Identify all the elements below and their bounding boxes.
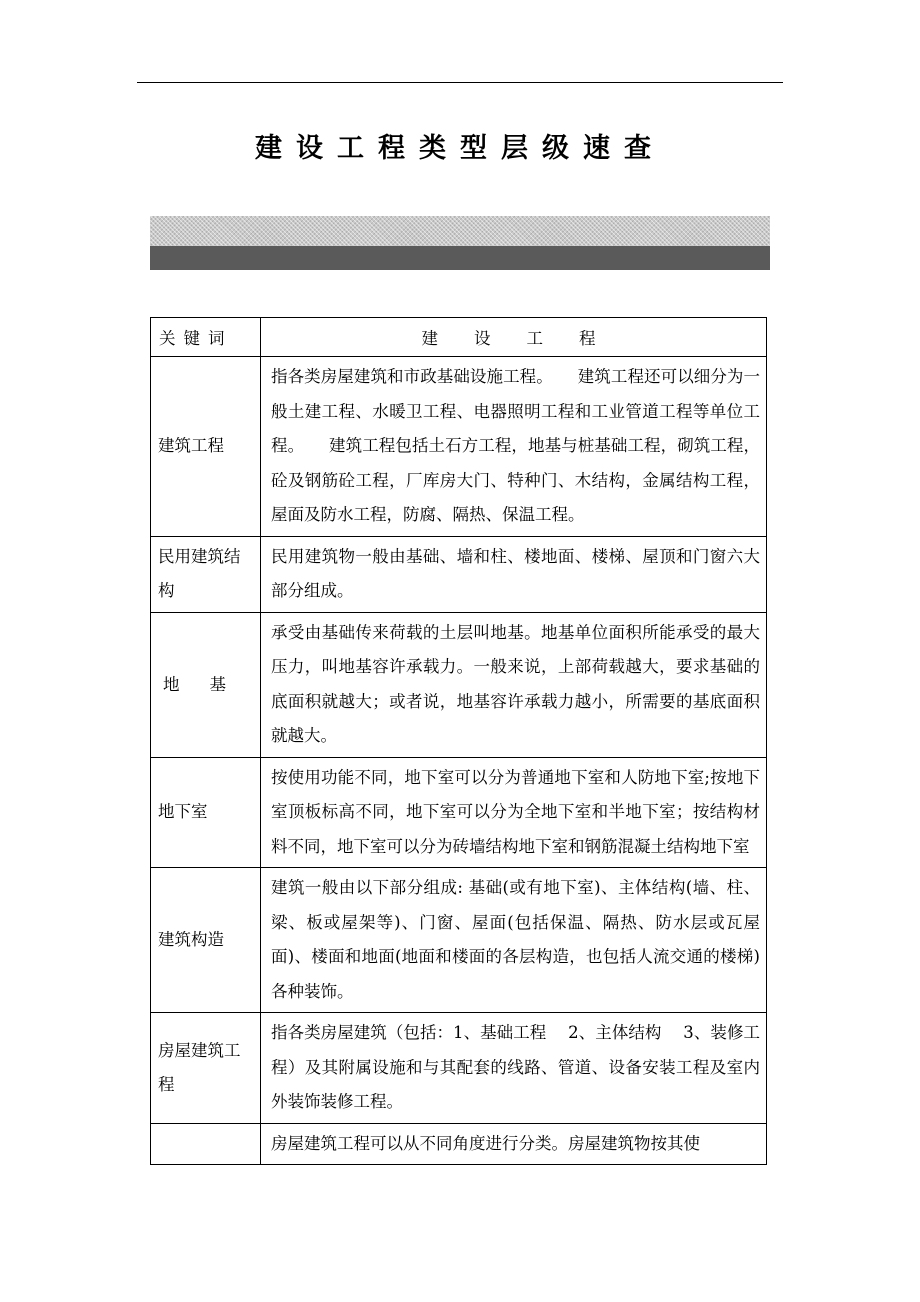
- row-key: 建筑构造: [151, 868, 261, 1013]
- table-row: [151, 757, 767, 868]
- table-row: [151, 1123, 767, 1165]
- header-content: 建设工程: [261, 318, 767, 357]
- row-desc: 民用建筑物一般由基础、墙和柱、楼地面、楼梯、屋顶和门窗六大部分组成。: [261, 536, 767, 612]
- row-key: 房屋建筑工程: [151, 1013, 261, 1124]
- table-row: [151, 612, 767, 757]
- header-keyword: 关键词: [151, 318, 261, 357]
- row-key: 民用建筑结构: [151, 536, 261, 612]
- row-desc: 指各类房屋建筑（包括：1、基础工程 2、主体结构 3、装修工程）及其附属设施和与其配套的线路、管道、设备安装工程及室内外装饰装修工程。: [261, 1013, 767, 1124]
- page-title: 建设工程类型层级速查: [255, 133, 665, 164]
- row-desc: 建筑一般由以下部分组成: 基础(或有地下室)、主体结构(墙、柱、梁、板或屋架等)、门窗、屋面(包括保温、隔热、防水层或瓦屋面)、楼面和地面(地面和楼面的各层构造，也包括人流交通的楼梯)各种装饰。: [261, 868, 767, 1013]
- table-row: [151, 1013, 767, 1124]
- section-banner: [150, 216, 770, 270]
- row-key: [151, 1123, 261, 1165]
- table-row: [151, 536, 767, 612]
- keyword-table: [150, 317, 767, 1165]
- table-row: [151, 868, 767, 1013]
- banner-bar: [150, 246, 770, 270]
- row-desc: 承受由基础传来荷载的土层叫地基。地基单位面积所能承受的最大压力，叫地基容许承载力。一般来说，上部荷载越大，要求基础的底面积就越大；或者说，地基容许承载力越小，所需要的基底面积就越大。: [261, 612, 767, 757]
- table-row: [151, 357, 767, 537]
- row-key: 地基: [151, 612, 261, 757]
- row-desc: 房屋建筑工程可以从不同角度进行分类。房屋建筑物按其使: [261, 1123, 767, 1165]
- row-key: 地下室: [151, 757, 261, 868]
- row-desc: 指各类房屋建筑和市政基础设施工程。 建筑工程还可以细分为一般土建工程、水暖卫工程、电器照明工程和工业管道工程等单位工程。 建筑工程包括土石方工程，地基与桩基础工程，砌筑工程，砼及钢筋砼工程，厂库房大门、特种门、木结构，金属结构工程，屋面及防水工程，防腐、隔热、保温工程。: [261, 357, 767, 537]
- banner-pattern: [150, 216, 770, 246]
- row-desc: 按使用功能不同，地下室可以分为普通地下室和人防地下室;按地下室顶板标高不同，地下室可以分为全地下室和半地下室；按结构材料不同，地下室可以分为砖墙结构地下室和钢筋混凝土结构地下室: [261, 757, 767, 868]
- table-header-row: [151, 318, 767, 357]
- row-key: 建筑工程: [151, 357, 261, 537]
- header-rule: [137, 82, 783, 83]
